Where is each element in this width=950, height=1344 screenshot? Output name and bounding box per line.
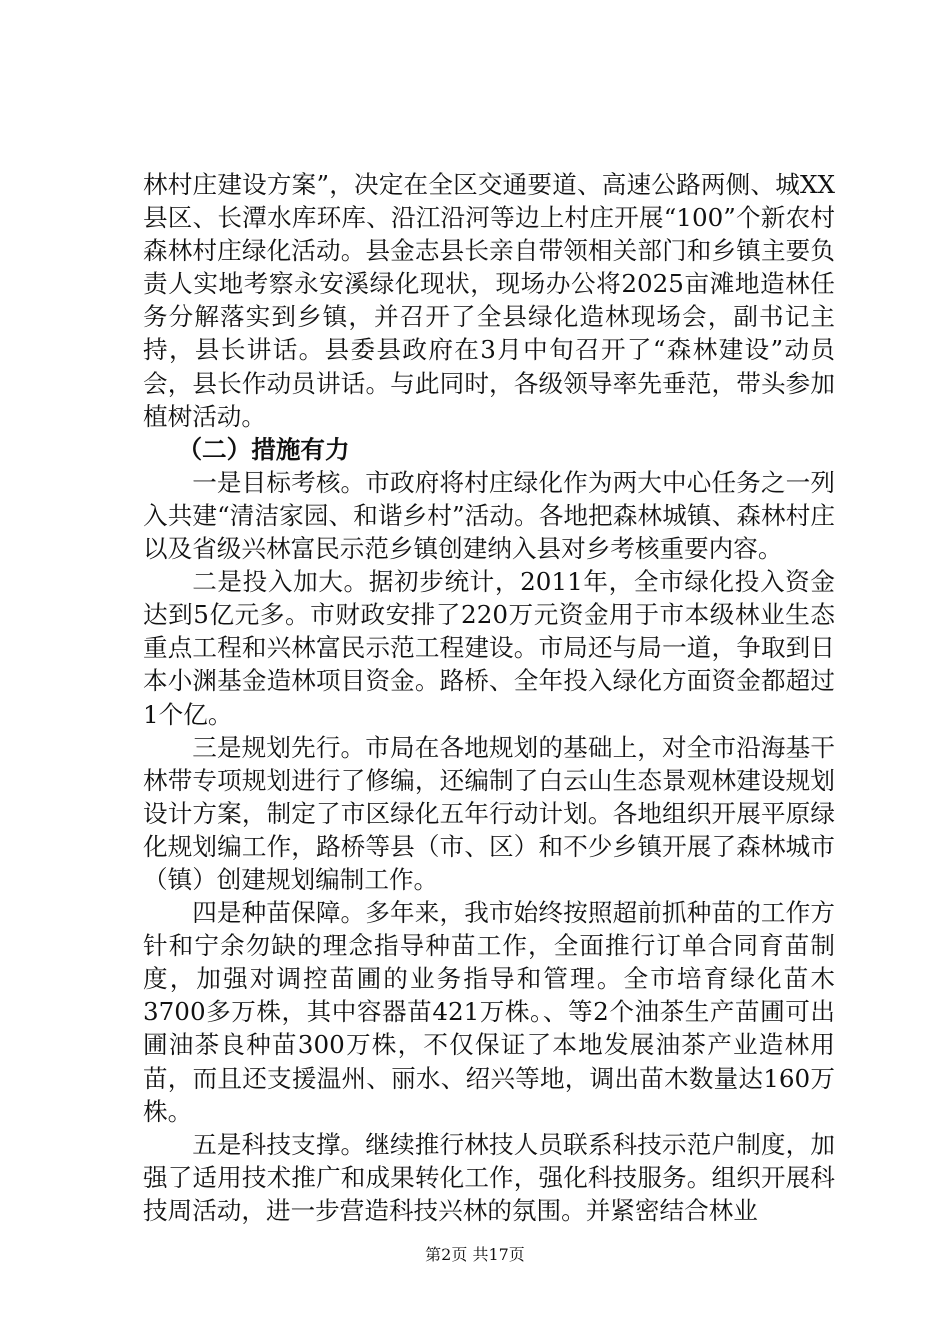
paragraph-technology: 五是科技支撑。继续推行林技人员联系科技示范户制度，加强了适用技术推广和成果转化工作，强化科技服务。组织开展科技周活动，进一步营造科技兴林的氛围。并紧密结合林业 [143,1129,835,1225]
page-footer: 第2页 共17页 [425,1245,525,1264]
paragraph-continuation: 林村庄建设方案”，决定在全区交通要道、高速公路两侧、城XX县区、长潭水库环库、沿江沿河等边上村庄开展“100”个新农村森林村庄绿化活动。县金志县长亲自带领相关部门和乡镇主要负责人实地考察永安溪绿化现状，现场办公将2025亩滩地造林任务分解落实到乡镇，并召开了全县绿化造林现场会，副书记主持，县长讲话。县委县政府在3月中旬召开了“森林建设”动员会，县长作动员讲话。与此同时，各级领导率先垂范，带头参加植树活动。 [143,170,835,431]
document-body [143,168,835,1227]
paragraph-target-assessment: 一是目标考核。市政府将村庄绿化作为两大中心任务之一列入共建“清洁家园、和谐乡村”活动。各地把森林城镇、森林村庄以及省级兴林富民示范乡镇创建纳入县对乡考核重要内容。 [143,467,835,564]
paragraph-investment: 二是投入加大。据初步统计，2011年，全市绿化投入资金达到5亿元多。市财政安排了220万元资金用于市本级林业生态重点工程和兴林富民示范工程建设。市局还与局一道，争取到日本小渊基金造林项目资金。路桥、全年投入绿化方面资金都超过1个亿。 [143,567,835,729]
paragraph-planning: 三是规划先行。市局在各地规划的基础上，对全市沿海基干林带专项规划进行了修编，还编制了白云山生态景观林建设规划设计方案，制定了市区绿化五年行动计划。各地组织开展平原绿化规划编工作，路桥等县（市、区）和不少乡镇开展了森林城市（镇）创建规划编制工作。 [143,732,835,894]
paragraph-seedlings: 四是种苗保障。多年来，我市始终按照超前抓种苗的工作方针和宁余勿缺的理念指导种苗工作，全面推行订单合同育苗制度，加强对调控苗圃的业务指导和管理。全市培育绿化苗木3700多万株，其中容器苗421万株。、等2个油茶生产苗圃可出圃油茶良种苗300万株，不仅保证了本地发展油茶产业造林用苗，而且还支援温州、丽水、绍兴等地，调出苗木数量达160万株。 [143,898,835,1126]
section-heading: （二）措施有力 [177,434,350,464]
